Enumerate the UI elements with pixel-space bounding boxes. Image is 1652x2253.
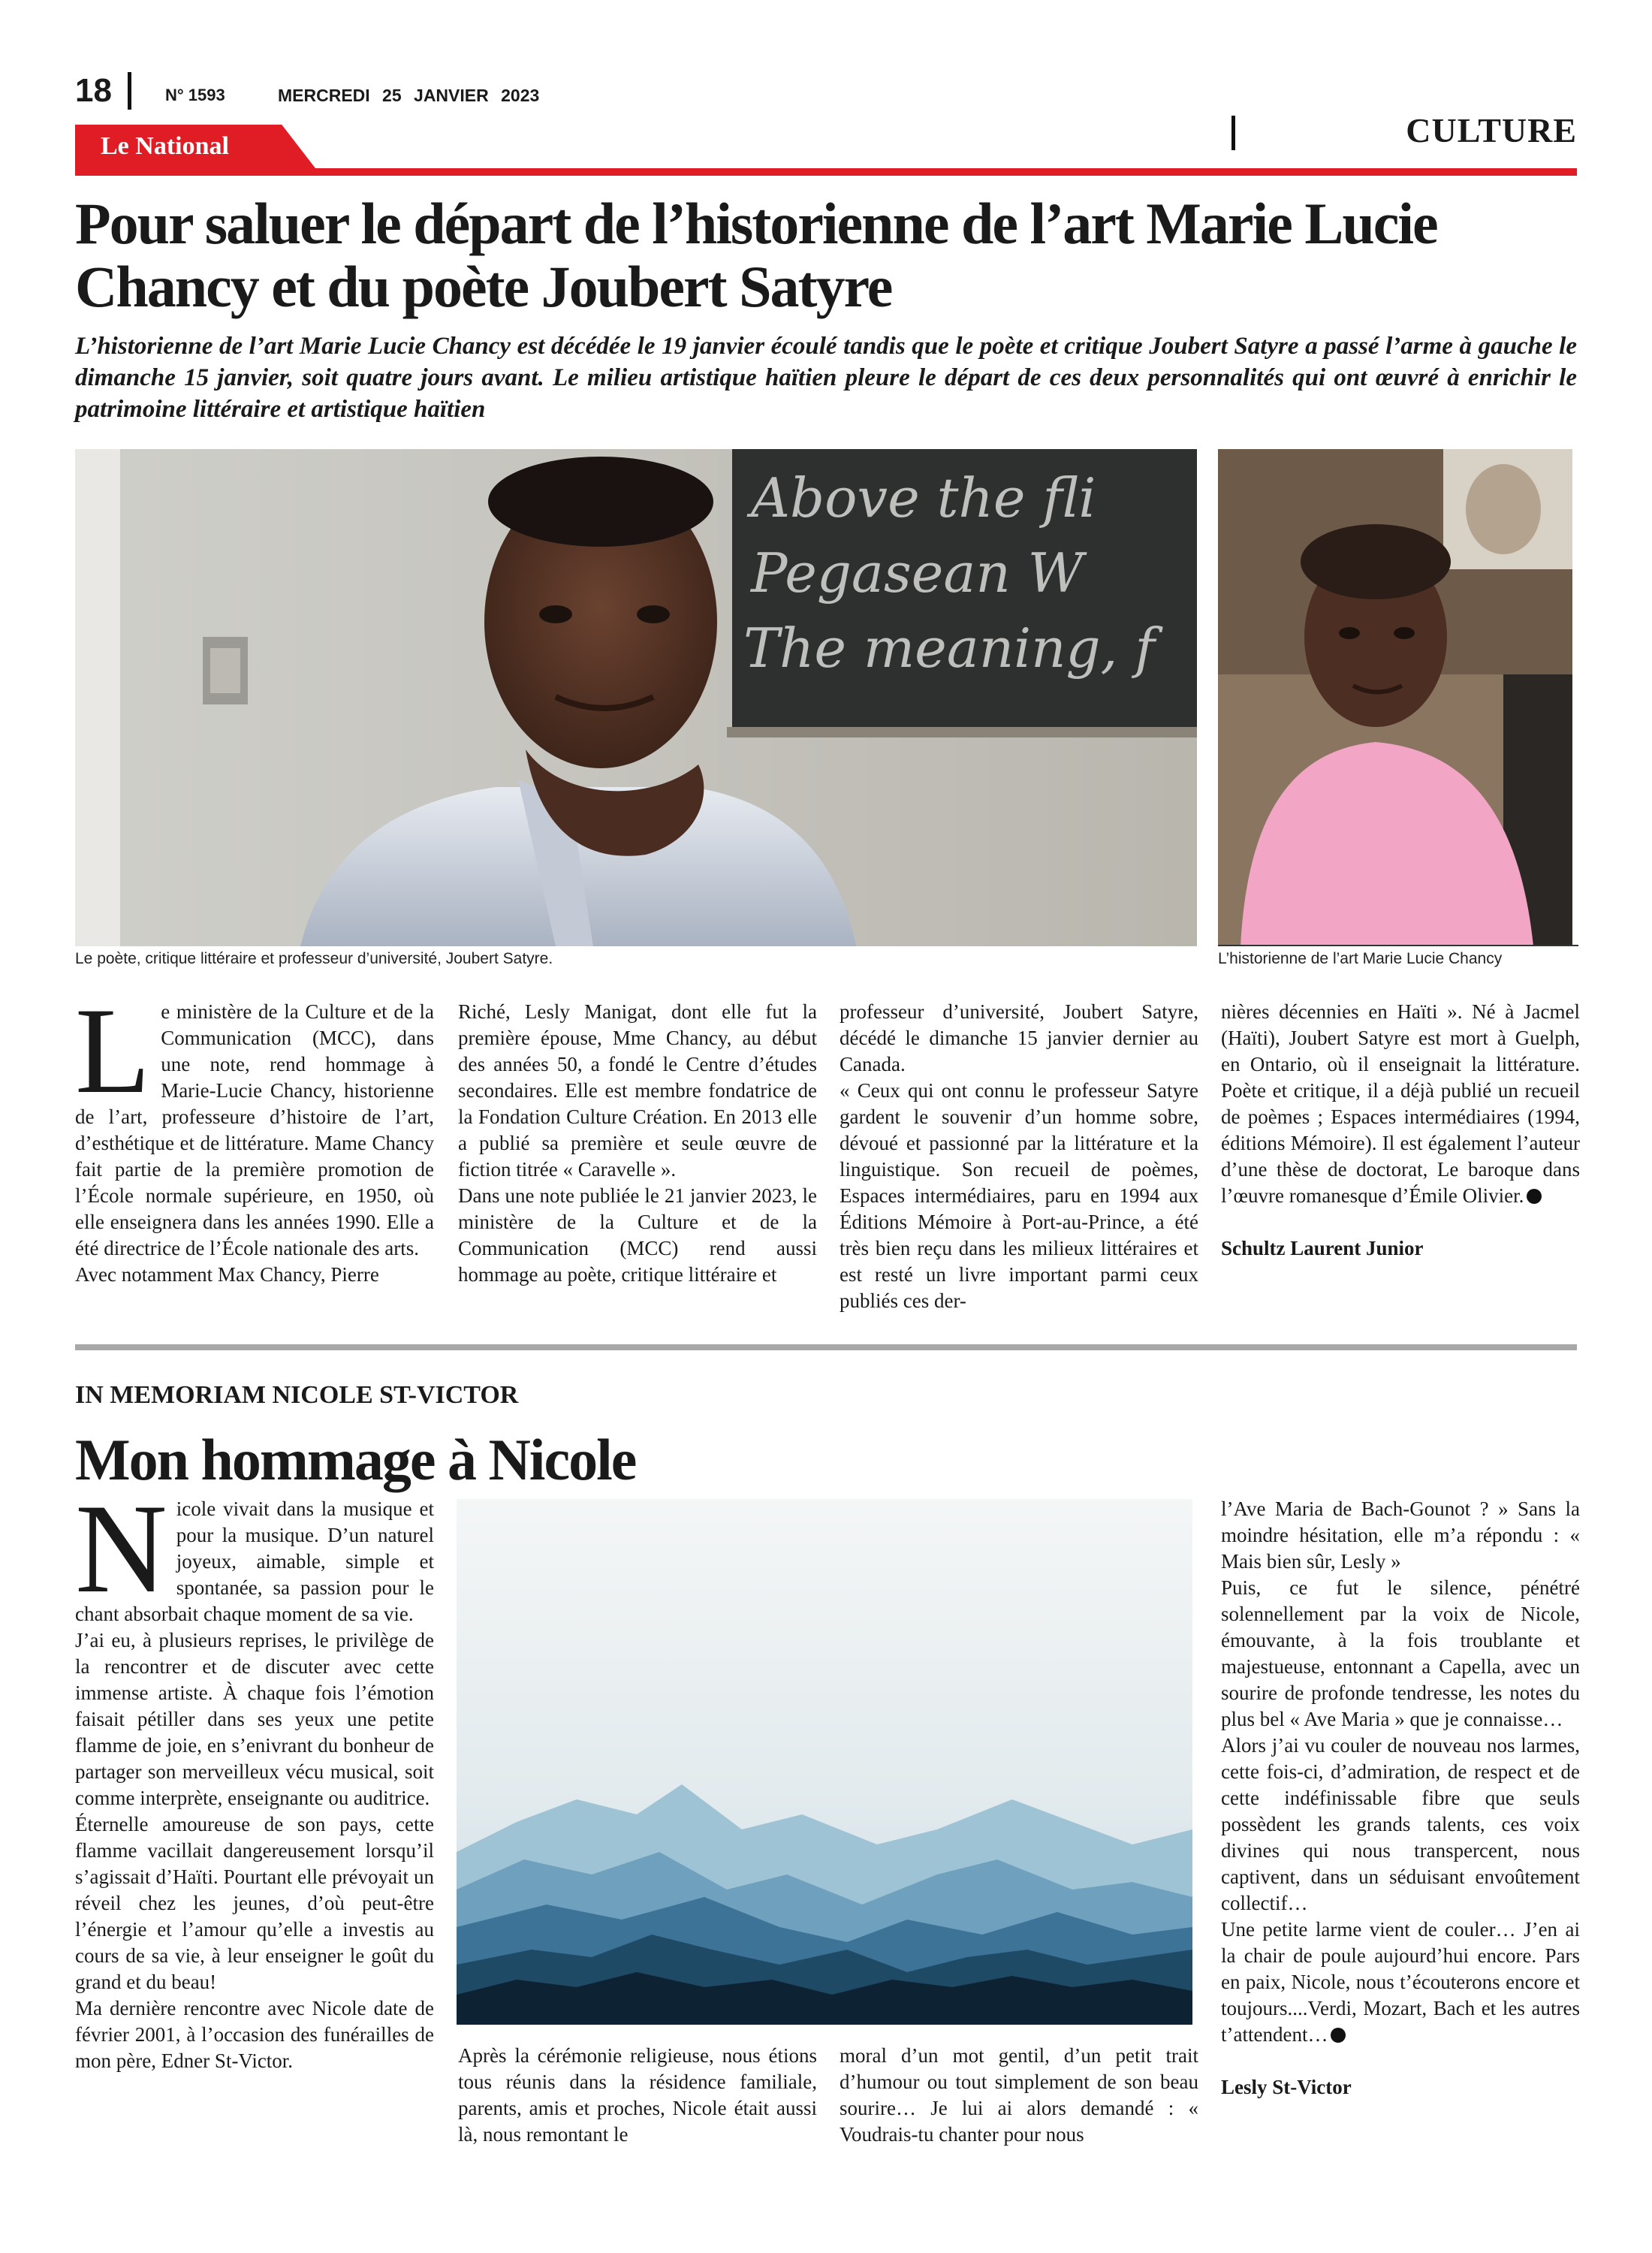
- article2-column-4: [1221, 1496, 1580, 2101]
- article2-col1-p3: Éternelle amoureuse de son pays, cette flamme vacillait dangereusement lorsqu’il s’agissait d’Haïti. Pourtant elle prévoyait un réveil chez les jeunes, d’où peut-être l’énergie et l’amour qu’elle a investis au cours de sa vie, à leur enseigner le goût du grand et du beau!: [75, 1813, 434, 1993]
- article-separator: [75, 1344, 1577, 1350]
- article1-col3-p1: professeur d’université, Joubert Satyre, décédé le dimanche 15 janvier dernier au Canada.: [840, 1000, 1198, 1075]
- article2-kicker: IN MEMORIAM NICOLE ST-VICTOR: [75, 1381, 519, 1409]
- article1-lede: L’historienne de l’art Marie Lucie Chancy est décédée le 19 janvier écoulé tandis que le poète et critique Joubert Satyre a passé l’arme à gauche le dimanche 15 janvier, soit quatre jours avant. Le milieu artistique haïtien pleure le départ de ces deux personnalités qui ont œuvré à enrichir le patrimoine littéraire et artistique haïtien: [75, 333, 1577, 423]
- brand-logo: Le National: [101, 132, 229, 160]
- photo-left-caption: Le poète, critique littéraire et professeur d’université, Joubert Satyre.: [75, 950, 553, 967]
- photo-mountains: [457, 1499, 1192, 2025]
- article2-col2-p1: Après la cérémonie religieuse, nous étions tous réunis dans la résidence familiale, parents, amis et proches, Nicole était aussi là, nous remontant le: [458, 2044, 817, 2146]
- article1-column-4: [1221, 999, 1580, 1262]
- caption-rule: [1218, 945, 1578, 946]
- article1-col4-p1: nières décennies en Haïti ». Né à Jacmel (Haïti), Joubert Satyre est mort à Guelph, en Ontario, où il enseignait la littérature. Poète et critique, il a déjà publié un recueil de poèmes ; Espaces intermédiaires (1994, éditions Mémoire). Il est également l’auteur d’une thèse de doctorat, Le baroque dans l’œuvre romanesque d’Émile Olivier.: [1221, 1000, 1580, 1207]
- article2-column-2: [458, 2043, 817, 2148]
- article1-dropcap: L: [75, 983, 151, 1119]
- header-rule: [75, 168, 1577, 176]
- page-number-divider: [128, 72, 131, 110]
- chalk-line-2: Pegasean W: [751, 541, 1084, 605]
- article2-author: Lesly St-Victor: [1221, 2076, 1352, 2098]
- article1-author: Schultz Laurent Junior: [1221, 1237, 1424, 1259]
- page-number: 18: [75, 72, 112, 109]
- article1-col2-p2: Dans une note publiée le 21 janvier 2023, le ministère de la Culture et de la Communication (MCC) rend aussi hommage au poète, critique littéraire et: [458, 1184, 817, 1286]
- photo-marie-lucie-chancy: [1218, 449, 1572, 946]
- article1-col2-p1: Riché, Lesly Manigat, dont elle fut la première épouse, Mme Chancy, au début des années 50, a fondé le Centre d’études secondaires. Elle est membre fondatrice de la Fondation Culture Création. En 2013 elle a publié sa première et seule œuvre de fiction titrée « Caravelle ».: [458, 1000, 817, 1181]
- article2-col4-p4: Une petite larme vient de couler… J’en ai la chair de poule aujourd’hui encore. Pars en paix, Nicole, nous t’écouterons encore et toujours....Verdi, Mozart, Bach et les autres t’attendent…: [1221, 1918, 1580, 2046]
- article2-dropcap: N: [75, 1478, 167, 1619]
- article2-column-3: [840, 2043, 1198, 2148]
- end-mark-icon: [1331, 2028, 1346, 2043]
- section-divider: [1231, 116, 1235, 150]
- article2-col4-p2: Puis, ce fut le silence, pénétré solennellement par la voix de Nicole, émouvante, à la fois troublante et majestueuse, entonnant a Capella, avec un sourire de profonde tendresse, les notes du plus bel « Ave Maria » que je connaisse…: [1221, 1576, 1580, 1730]
- article2-col4-p1: l’Ave Maria de Bach-Gounot ? » Sans la moindre hésitation, elle m’a répondu : « Mais bien sûr, Lesly »: [1221, 1497, 1580, 1573]
- article1-col3-p2: « Ceux qui ont connu le professeur Satyre gardent le souvenir d’un homme sobre, dévoué et passionné par la littérature et la linguistique. Son recueil de poèmes, Espaces intermédiaires, paru en 1994 aux Éditions Mémoire à Port-au-Prince, a été très bien reçu dans les milieux littéraires et est resté un livre important parmi ceux publiés ces der-: [840, 1079, 1198, 1312]
- article2-col1-p4: Ma dernière rencontre avec Nicole date de février 2001, à l’occasion des funérailles de mon père, Edner St-Victor.: [75, 1997, 434, 2072]
- article2-col1-p2: J’ai eu, à plusieurs reprises, le privilège de la rencontrer et de discuter avec cette immense artiste. À chaque fois l’émotion faisait pétiller dans ses yeux une petite flamme de joie, en s’enivrant du bonheur de partager son merveilleux vécu musical, soit comme interprète, enseignante ou auditrice.: [75, 1629, 434, 1809]
- article1-col1-p2: Avec notamment Max Chancy, Pierre: [75, 1263, 379, 1286]
- section-name: CULTURE: [1406, 111, 1577, 149]
- article2-col1-p1: icole vivait dans la musique et pour la musique. D’un naturel joyeux, aimable, simple et spontanée, sa passion pour le chant absorbait chaque moment de sa vie.: [75, 1497, 434, 1625]
- article1-column-1: [75, 983, 434, 1288]
- chalk-line-1: Above the fli: [751, 466, 1096, 529]
- article2-column-1: [75, 1478, 434, 2074]
- article1-col1-p1: e ministère de la Culture et de la Communication (MCC), dans une note, rend hommage à Marie-Lucie Chancy, historienne de l’art, professeure d’histoire de l’art, d’esthétique et de littérature. Mame Chancy fait partie de la première promotion de l’École normale supérieure, en 1950, où elle enseignera dans les années 1990. Elle a été directrice de l’École nationale des arts.: [75, 1000, 434, 1259]
- photo-right-caption: L’historienne de l’art Marie Lucie Chancy: [1218, 950, 1503, 967]
- end-mark-icon: [1527, 1189, 1542, 1204]
- article2-col3-p1: moral d’un mot gentil, d’un petit trait d’humour ou tout simplement de son beau sourire… Je lui ai alors demandé : « Voudrais-tu chanter pour nous: [840, 2044, 1198, 2146]
- article1-column-3: [840, 999, 1198, 1314]
- issue-number: N° 1593: [165, 86, 225, 104]
- article1-title: Pour saluer le départ de l’historienne de l’art Marie Lucie Chancy et du poète Joubert Satyre: [75, 191, 1437, 319]
- article1-column-2: [458, 999, 817, 1288]
- chalk-line-3: The meaning, f: [743, 617, 1155, 680]
- issue-date: MERCREDI 25 JANVIER 2023: [278, 86, 540, 105]
- article2-title: Mon hommage à Nicole: [75, 1427, 636, 1492]
- article2-col4-p3: Alors j’ai vu couler de nouveau nos larmes, cette fois-ci, d’admiration, de respect et de cette indéfinissable fibre que seuls possèdent les grands talents, ces voix divines qui nous transpercent, nous captivent, dans un séduisant envoûtement collectif…: [1221, 1734, 1580, 1914]
- photo-joubert-satyre: [75, 449, 1197, 946]
